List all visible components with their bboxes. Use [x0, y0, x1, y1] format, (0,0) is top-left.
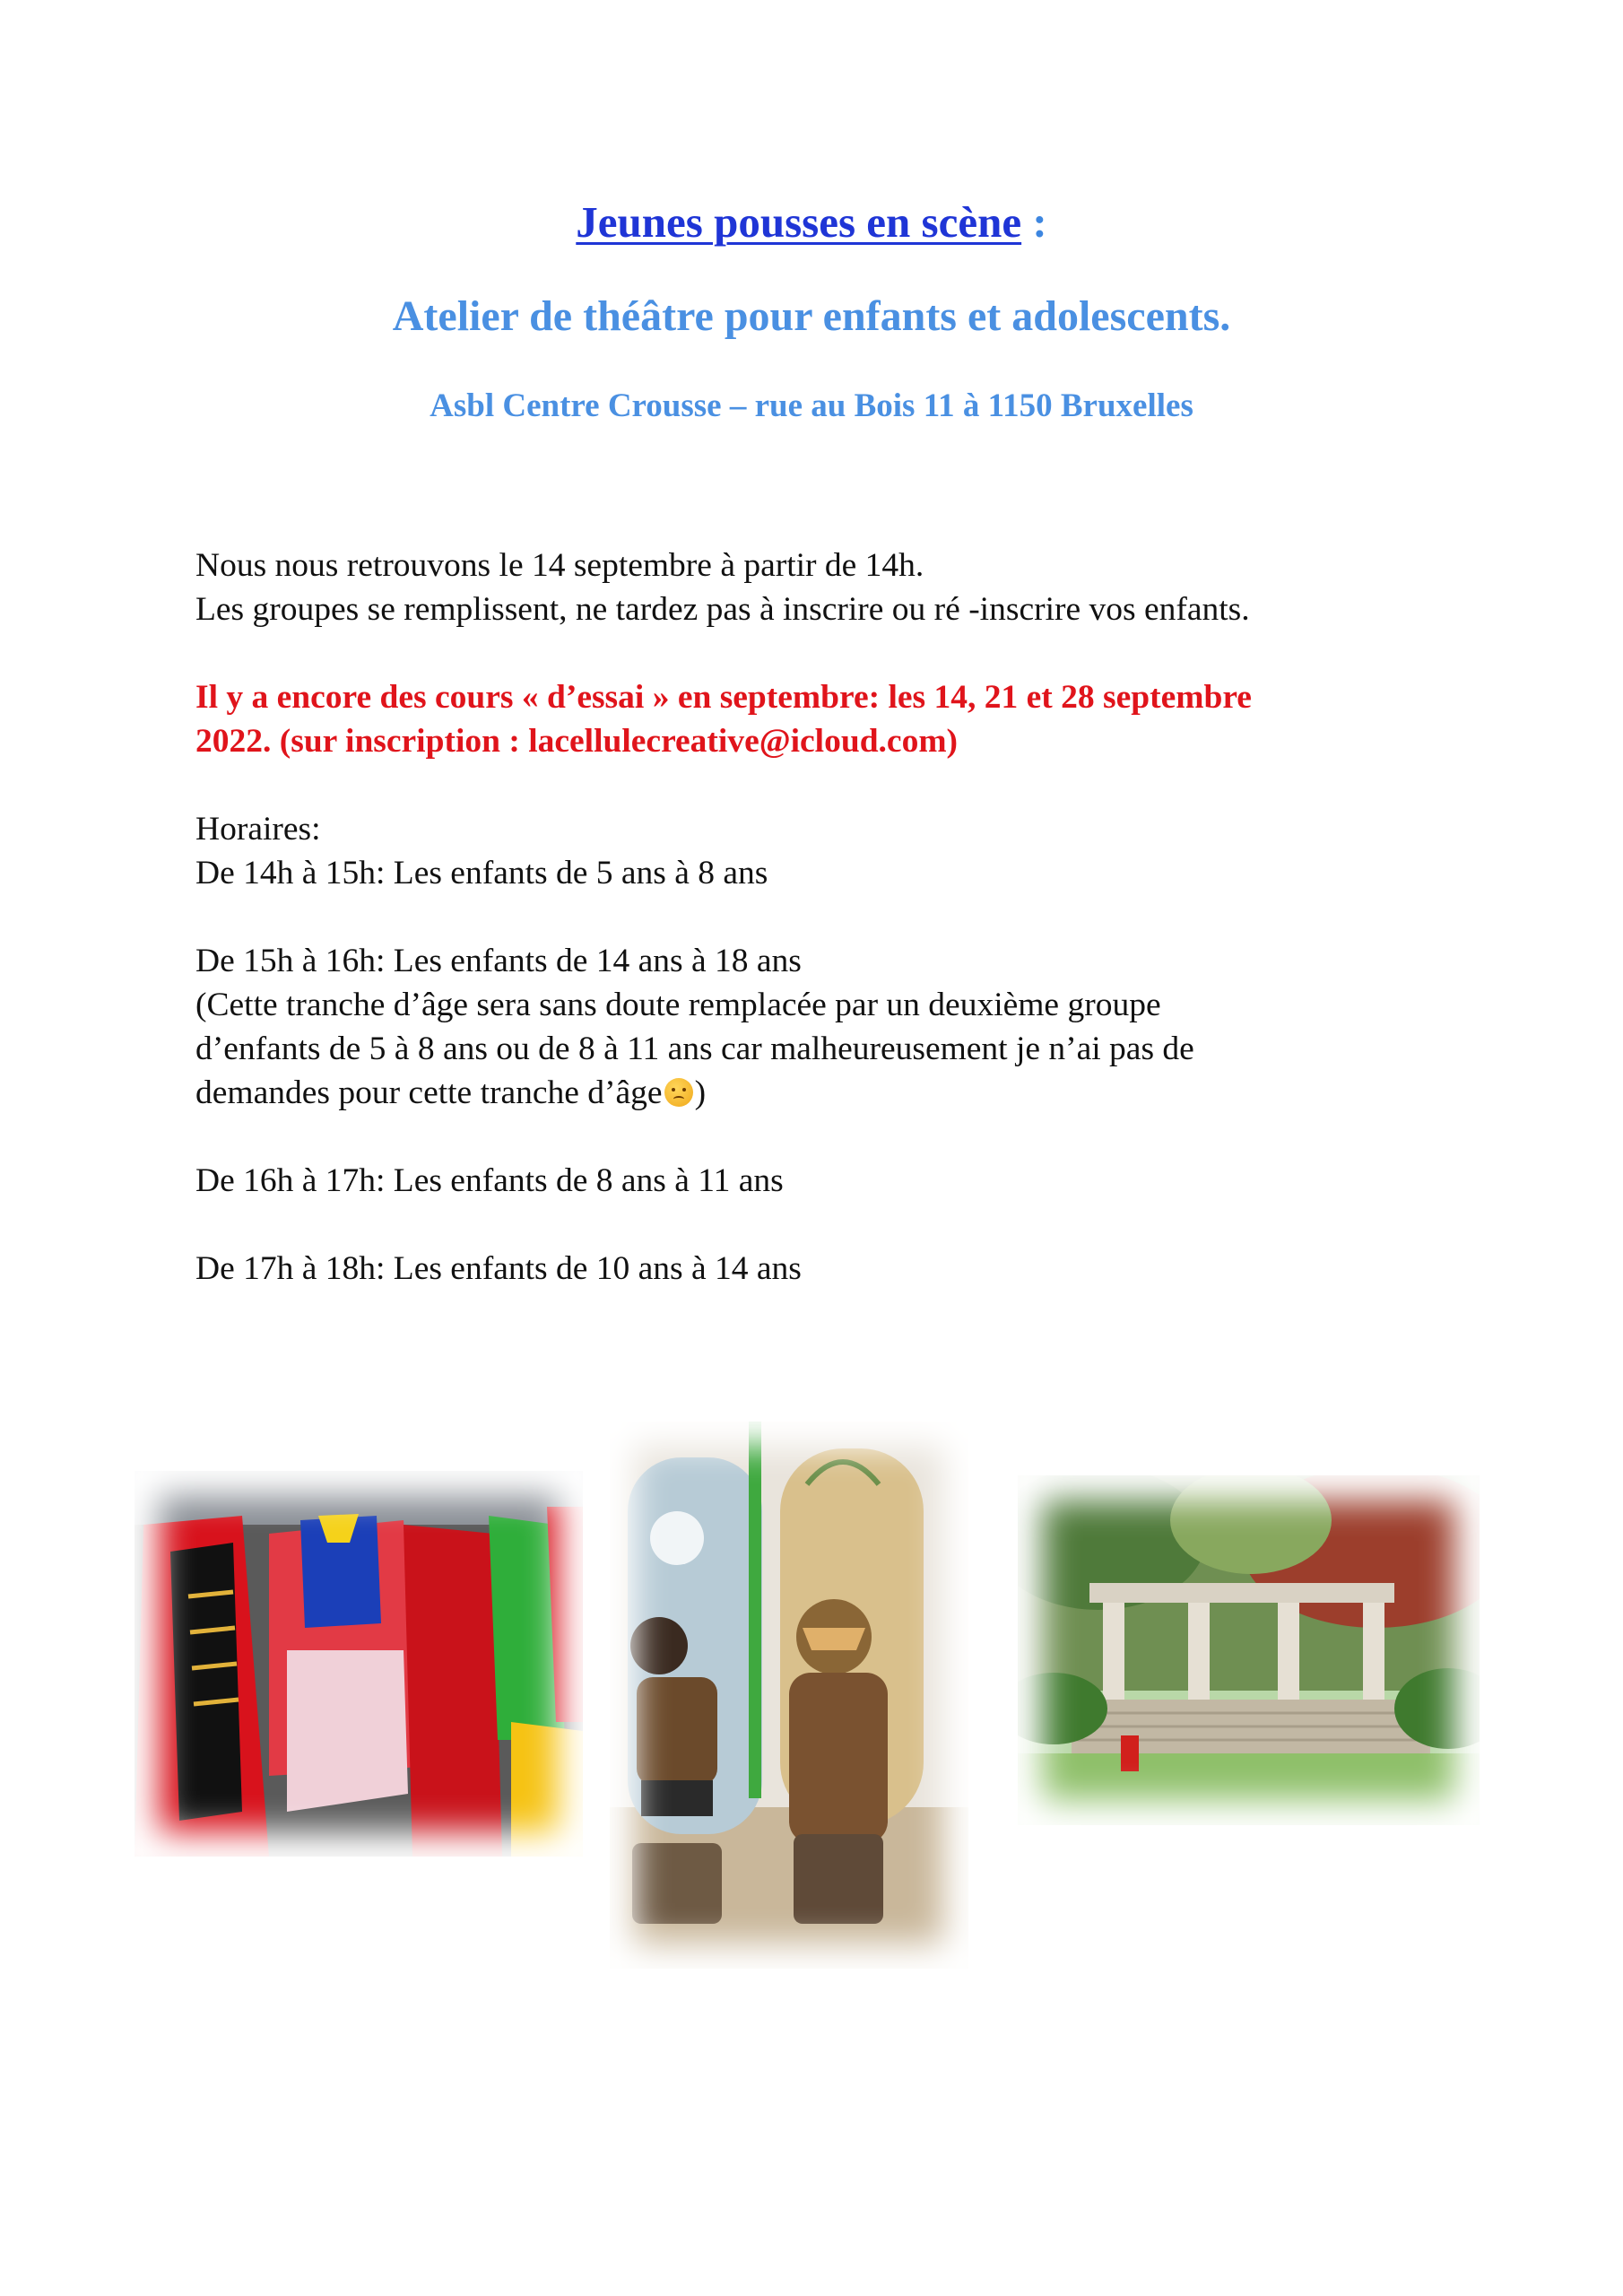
body-text [195, 544, 1469, 1291]
page-title [0, 196, 1623, 249]
schedule-slot-4: De 17h à 18h: Les enfants de 10 ans à 14 ans [195, 1250, 802, 1287]
intro-line-2: Les groupes se remplissent, ne tardez pas à inscrire ou ré -inscrire vos enfants. [195, 591, 1250, 628]
schedule-note-close: ) [694, 1074, 707, 1111]
schedule-note-line-1: (Cette tranche d’âge sera sans doute remplacée par un deuxième groupe [195, 987, 1161, 1023]
schedule-slot-1: De 14h à 15h: Les enfants de 5 ans à 8 ans [195, 855, 768, 891]
costumes-photo [135, 1471, 583, 1857]
schedule-slot-3: De 16h à 17h: Les enfants de 8 ans à 11 ans [195, 1162, 784, 1199]
disappointed-face-icon [664, 1078, 693, 1107]
title-link[interactable]: Jeunes pousses en scène [576, 197, 1022, 247]
children-masks-photo [610, 1422, 968, 1969]
schedule-note-line-3 [195, 1071, 1469, 1115]
intro-line-1: Nous nous retrouvons le 14 septembre à partir de 14h. [195, 547, 924, 584]
notice-line-2: 2022. (sur inscription : lacellulecreative@icloud.com) [195, 723, 959, 760]
garden-stage-photo [1018, 1475, 1480, 1825]
schedule-heading: Horaires: [195, 811, 321, 848]
venue-address: Asbl Centre Crousse – rue au Bois 11 à 1150 Bruxelles [430, 387, 1193, 424]
title-colon: : [1021, 197, 1047, 247]
notice-line-1: Il y a encore des cours « d’essai » en septembre: les 14, 21 et 28 septembre [195, 679, 1252, 716]
schedule-note-line-2: d’enfants de 5 à 8 ans ou de 8 à 11 ans car malheureusement je n’ai pas de [195, 1031, 1194, 1067]
schedule-note-text: demandes pour cette tranche d’âge [195, 1074, 663, 1111]
schedule-slot-2: De 15h à 16h: Les enfants de 14 ans à 18 ans [195, 943, 802, 979]
page-subtitle: Atelier de théâtre pour enfants et adolescents. [392, 292, 1231, 340]
